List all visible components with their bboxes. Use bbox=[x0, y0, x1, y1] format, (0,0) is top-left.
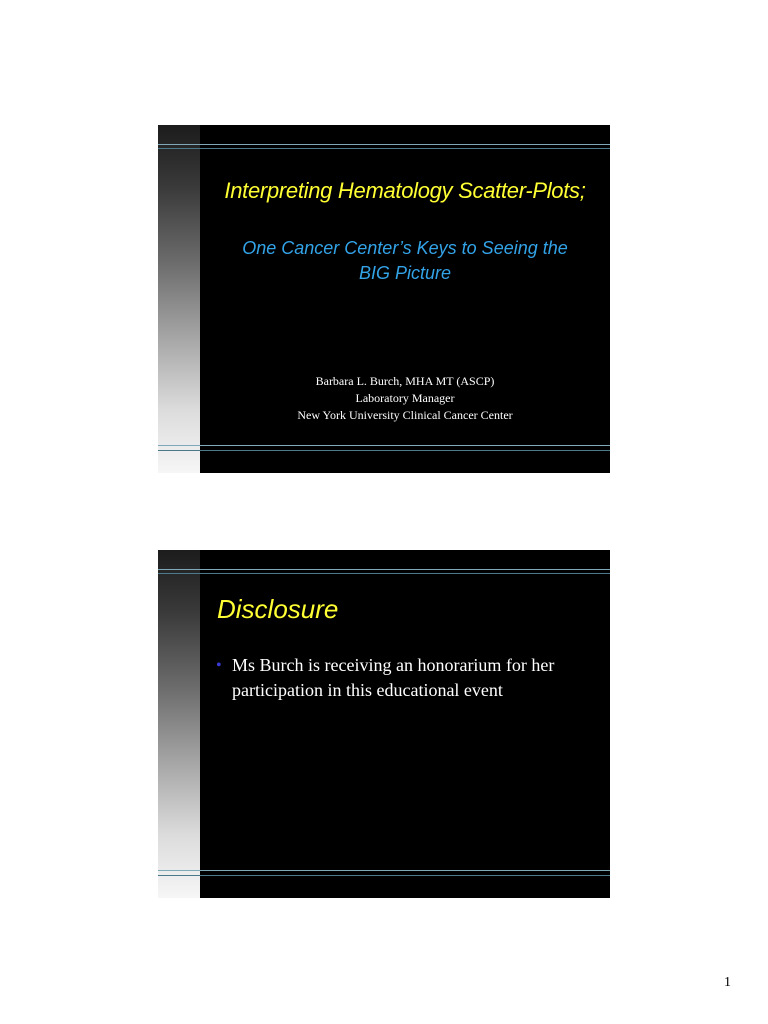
bottom-rule-secondary bbox=[158, 875, 610, 876]
top-rule bbox=[158, 144, 610, 145]
author-organization: New York University Clinical Cancer Center bbox=[297, 408, 513, 422]
list-item bbox=[216, 653, 596, 703]
slide-title: Disclosure bbox=[217, 594, 339, 624]
bottom-rule bbox=[158, 870, 610, 871]
disclosure-slide bbox=[158, 550, 610, 898]
bullet-icon: • bbox=[216, 657, 222, 674]
top-rule bbox=[158, 569, 610, 570]
gradient-sidebar bbox=[158, 550, 200, 898]
top-rule-secondary bbox=[158, 148, 610, 149]
bullet-list bbox=[216, 653, 596, 703]
bullet-text: Ms Burch is receiving an honorarium for her participation in this educational event bbox=[232, 655, 555, 700]
author-block bbox=[200, 373, 610, 424]
title-slide bbox=[158, 125, 610, 473]
subtitle-line: One Cancer Center’s Keys to Seeing the bbox=[242, 238, 568, 258]
top-rule-secondary bbox=[158, 573, 610, 574]
gradient-sidebar bbox=[158, 125, 200, 473]
bottom-rule-secondary bbox=[158, 450, 610, 451]
author-role: Laboratory Manager bbox=[355, 391, 455, 405]
page-number: 1 bbox=[724, 975, 731, 990]
slide-title: Interpreting Hematology Scatter-Plots; bbox=[224, 178, 586, 203]
subtitle-line: BIG Picture bbox=[358, 263, 452, 283]
author-name: Barbara L. Burch, MHA MT (ASCP) bbox=[315, 374, 495, 388]
slide-subtitle bbox=[200, 236, 610, 286]
bottom-rule bbox=[158, 445, 610, 446]
